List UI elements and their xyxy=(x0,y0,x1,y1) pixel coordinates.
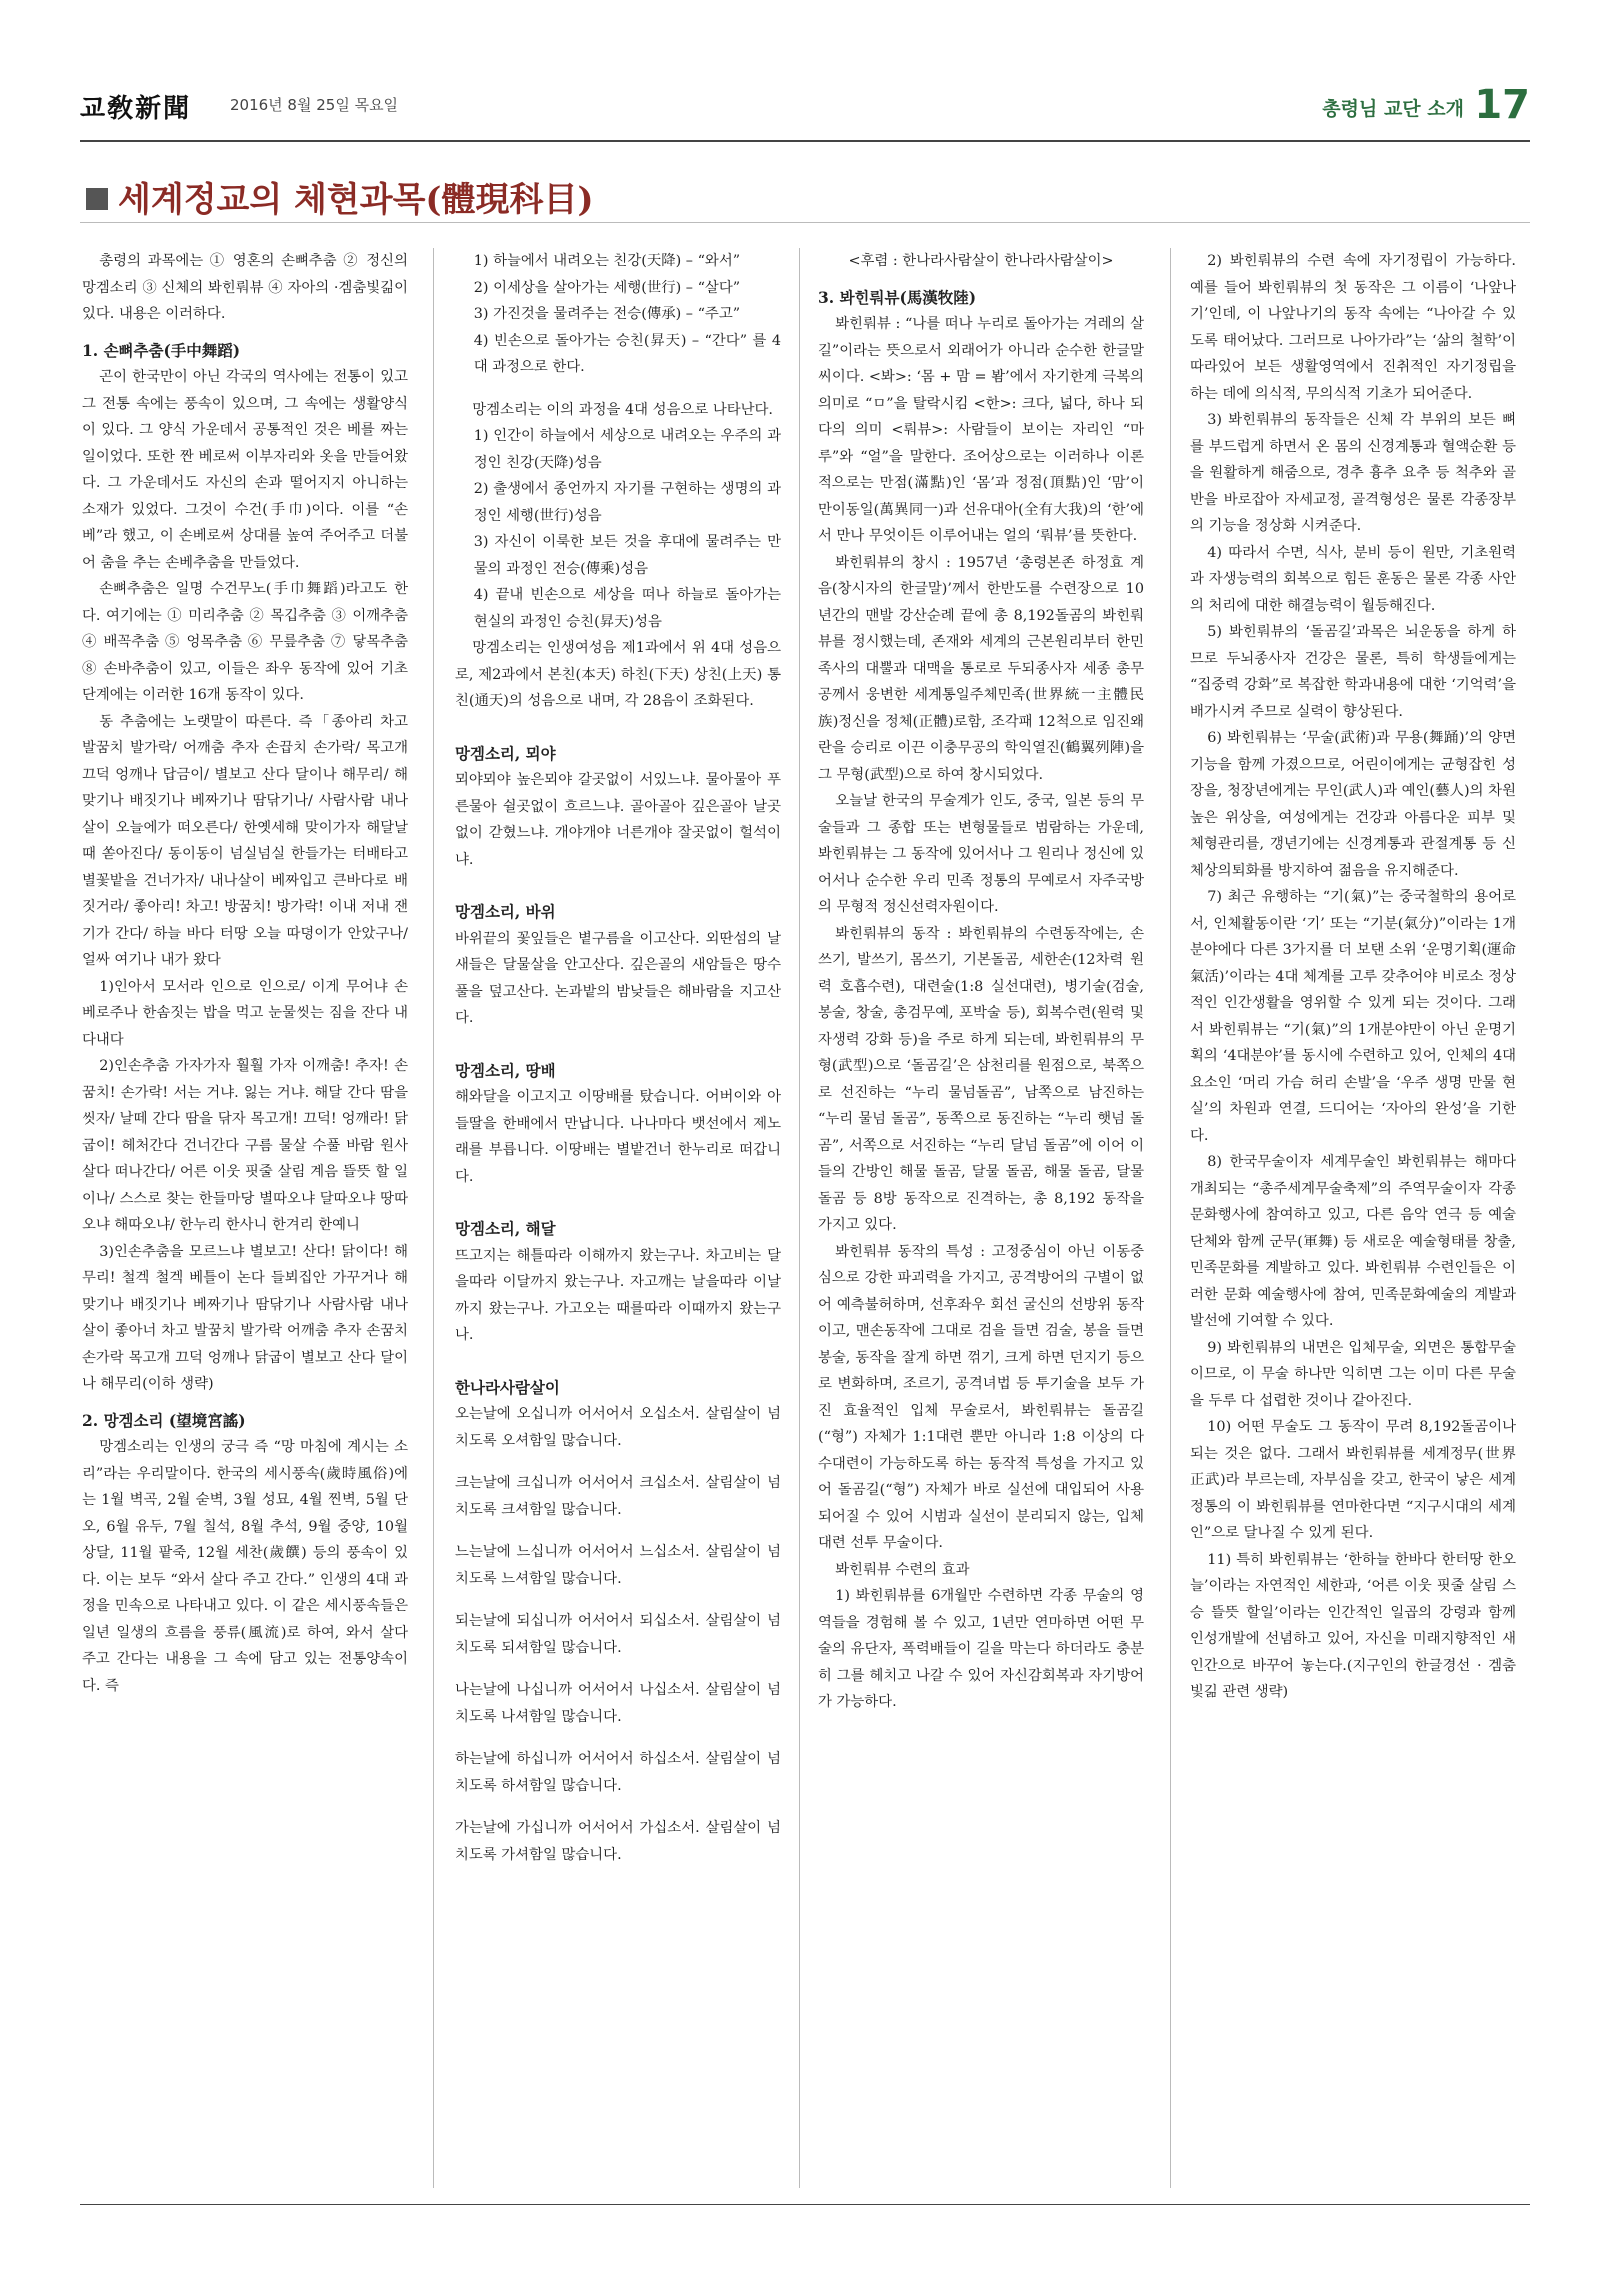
paragraph xyxy=(455,381,781,397)
paragraph: 바위끝의 꽃잎들은 볕구름을 이고산다. 외딴섬의 날새들은 달물살을 안고산다. 깊은골의 새암들은 땅수풀을 덮고산다. 논과밭의 밤낮들은 해바람을 지고산다. xyxy=(455,930,781,1026)
paragraph: 봐힌뤄뷰 : “나를 떠나 누리로 돌아가는 겨레의 살길”이라는 뜻으로서 외래어가 아니라 순수한 한글말씨이다. <봐>: ‘몸 + 맘 = 봠’에서 자기한계 극복의 의미로 “ㅁ”을 탈락시킴 <한>: 크다, 넓다, 하나 되다의 의미 <뤄뷰>: 사람들이 보이는 자리인 “마루”와 “얼”을 말한다. 조어상으로는 이러하나 이론적으로는 만점(滿點)인 ‘몸’과 정점(頂點)인 ‘맘’이 만이동일(萬異同一)과 선유대아(全有大我)의 ‘한’에서 만나 무엇이든 이루어내는 얼의 ‘뤄뷰’를 뜻한다. xyxy=(818,316,1144,544)
paragraph xyxy=(455,1523,781,1539)
column-divider xyxy=(1170,248,1171,2188)
paragraph: 1) 봐힌뤄뷰를 6개월만 수련하면 각종 무술의 영역들을 경험해 볼 수 있고, 1년만 연마하면 어떤 무술의 유단자, 폭력배들이 길을 막는다 하더라도 충분히 그를 헤치고 나갈 수 있어 자신감회복과 자기방어가 가능하다. xyxy=(818,1588,1144,1710)
paragraph: 7) 최근 유행하는 “기(氣)”는 중국철학의 용어로서, 인체활동이란 ‘기’ 또는 “기분(氣分)”이라는 1개분야에다 다른 3가지를 더 보탠 소위 ‘운명기획(運命氣活)’이라는 4대 체계를 고루 갖추어야 비로소 정상적인 인간생활을 영위할 수 있게 되는 것이다. 그래서 봐힌뤄뷰는 “기(氣)”의 1개분야만이 아닌 운명기획의 ‘4대분야’를 동시에 수련하고 있어, 인체의 4대요소인 ‘머리 가슴 허리 손발’을 ‘우주 생명 만물 현실’의 차원과 연결, 드디어는 ‘자아의 완성’을 기한다. xyxy=(1190,889,1516,1144)
paragraph xyxy=(455,873,781,889)
square-bullet-icon xyxy=(86,188,108,210)
paragraph: 오는날에 오십니까 어서어서 오십소서. 살림살이 넘치도록 오셔함일 많습니다. xyxy=(455,1406,781,1449)
paragraph: 느는날에 느십니까 어서어서 느십소서. 살림살이 넘치도록 느셔함일 많습니다. xyxy=(455,1544,781,1587)
paragraph: 망겜소리는 인생여성음 제1과에서 위 4대 성음으로, 제2과에서 본친(本天) 하친(下天) 상친(上天) 통친(通天)의 성음으로 내며, 각 28음이 조화된다. xyxy=(455,640,781,709)
newspaper-logo: 교敎新聞 xyxy=(80,94,192,124)
paragraph xyxy=(455,1190,781,1206)
paragraph: 2) 출생에서 종언까지 자기를 구현하는 생명의 과정인 세행(世行)성음 xyxy=(473,481,781,524)
paragraph: 4) 끝내 빈손으로 세상을 떠나 하늘로 돌아가는 현실의 과정인 승친(昇天)성음 xyxy=(473,587,781,630)
subheading: 1. 손뼈추춤(手中舞蹈) xyxy=(82,340,241,360)
paragraph: 곤이 한국만이 아닌 각국의 역사에는 전통이 있고 그 전통 속에는 풍속이 있으며, 그 속에는 생활양식이 있다. 그 양식 가운데서 공통적인 것은 베를 짜는 일이었다. 또한 짠 베로써 이부자리와 옷을 만들어왔다. 그 가운데서도 자신의 손과 떨어지지 아니하는 소재가 있었다. 그것이 수건(手巾)이다. 이를 “손베”라 했고, 이 손베로써 상대를 높여 주어주고 더불어 춤을 추는 손베추춤을 만들었다. xyxy=(82,369,408,571)
bottom-divider xyxy=(80,2204,1530,2205)
column-divider xyxy=(433,248,434,2188)
masthead xyxy=(80,82,1530,128)
article-column-4 xyxy=(1190,248,1516,1706)
paragraph xyxy=(455,1349,781,1365)
paragraph: 봐힌뤄뷰 수련의 효과 xyxy=(835,1561,970,1578)
paragraph: 1)인아서 모서라 인으로 인으로/ 이게 무어냐 손베로주나 한솜짓는 밥을 먹고 눈물씻는 짐을 잔다 내다내다 xyxy=(82,978,408,1048)
paragraph: 뜨고지는 해틀따라 이해까지 왔는구나. 차고비는 달을따라 이달까지 왔는구나. 자고깨는 날을따라 이날까지 왔는구나. 가고오는 때를따라 이때까지 왔는구나. xyxy=(455,1247,781,1343)
paragraph xyxy=(455,1799,781,1815)
paragraph: 8) 한국무술이자 세계무술인 봐힌뤄뷰는 해마다 개최되는 “총주세계무술축제”의 주역무술이자 각종 문화행사에 참여하고 있고, 다른 음악 연극 등 예술단체와 함께 군무(軍舞) 등 새로운 예술형태를 창출, 민족문화를 계발하고 있다. 봐힌뤄뷰 수련인들은 이러한 문화 예술행사에 참여, 민족문화예술의 계발과 발선에 기여할 수 있다. xyxy=(1190,1154,1516,1329)
subheading: 한나라사람살이 xyxy=(455,1377,560,1397)
page-number: 17 xyxy=(1474,82,1530,128)
paragraph xyxy=(455,1730,781,1746)
paragraph: 11) 특히 봐힌뤄뷰는 ‘한하늘 한바다 한터땅 한오늘’이라는 자연적인 세한과, ‘어른 이웃 핏줄 살림 스승 뜰뜻 할일’이라는 인간적인 일곱의 강령과 함께 인성개발에 선념하고 있어, 자신을 미래지향적인 새 인간으로 바꾸어 놓는다.(지구인의 한글경선 · 겜춤빛긺 관련 생략) xyxy=(1190,1551,1516,1700)
paragraph: 되는날에 되십니까 어서어서 되십소서. 살림살이 넘치도록 되셔함일 많습니다. xyxy=(455,1613,781,1656)
paragraph: 봐힌뤄뷰의 동작 : 봐힌뤄뷰의 수련동작에는, 손쓰기, 발쓰기, 몸쓰기, 기본돌곰, 세한손(12차력 원력 호흡수련), 대련술(1:8 실선대련), 병기술(검술, 봉술, 창술, 총검무예, 포박술 등), 회복수련(원력 및 자생력 강화 등)을 주로 하게 되는데, 봐힌뤄뷰의 무형(武型)으로 ‘돌곰길’은 삼천리를 원점으로, 북쪽으로 선진하는 “누리 물넘돌곰”, 남쪽으로 남진하는 “누리 물넘 돌곰”, 동쪽으로 동진하는 “누리 햇넘 돌곰”, 서쪽으로 서진하는 “누리 달넘 돌곰”에 이어 이들의 간방인 해물 돌곰, 달물 돌곰, 해물 돌곰, 달물 돌곰 등 8방 동작으로 진격하는, 총 8,192 동작을 가지고 있다. xyxy=(818,925,1144,1233)
paragraph: 1) 인간이 하늘에서 세상으로 내려오는 우주의 과정인 친강(天降)성음 xyxy=(473,428,781,471)
paragraph: 6) 봐힌뤄뷰는 ‘무술(武術)과 무용(舞踊)’의 양면기능을 함께 가졌으므로, 어린이에게는 균형잡힌 성장을, 청장년에게는 무인(武人)과 예인(藝人)의 차원높은 위상을, 여성에게는 건강과 아름다운 피부 및 체형관리를, 갱년기에는 신경계통과 관절계통 등 신체상의퇴화를 방지하여 젊음을 유지해준다. xyxy=(1190,730,1516,879)
paragraph: 3) 자신이 이룩한 보든 것을 후대에 물려주는 만물의 과정인 전승(傳乘)성음 xyxy=(473,534,781,577)
paragraph: 동 추춤에는 노랫말이 따른다. 즉「종아리 차고 발꿈치 발가락/ 어깨춤 추자 손끕치 손가락/ 목고개 끄덕 엉깨나 답금이/ 별보고 산다 달이나 해무리/ 해맞기나 배짓기나 베짜기나 땀닦기나/ 사람사람 내나살이 오늘에가 떠오른다/ 한옛세해 맞이가자 해달날때 쏟아진다/ 동이동이 넘실넘실 한들가는 터배타고 별꽃밭을 건너가자/ 내나살이 베짜입고 큰바다로 배짓거라/ 좋아리! 차고! 방꿈치! 방가락! 이내 저내 잰기가 간다/ 하늘 바다 터땅 오늘 따뎡이가 안았구나/ 얼싸 여기나 내가 왔다 xyxy=(82,713,408,968)
paragraph xyxy=(455,1032,781,1048)
paragraph: <후렴 : 한나라사람살이 한나라사람살이> xyxy=(848,253,1114,269)
article-column-3 xyxy=(818,248,1144,1716)
article-title: 세계정교의 체현과목(體現科目) xyxy=(118,180,594,220)
paragraph: 손뼈추춤은 일명 수건무노(手巾舞蹈)라고도 한다. 여기에는 ① 미리추춤 ② 목깁추춤 ③ 이깨추춤 ④ 배꼭추춤 ⑤ 엉목추춤 ⑥ 무릎추춤 ⑦ 닿목추춤 ⑧ 손바추춤이 있고, 이들은 좌우 동작에 있어 기초단계에는 이러한 16개 동작이 있다. xyxy=(82,581,408,703)
paragraph: 망겜소리는 이의 과정을 4대 성음으로 나타난다. xyxy=(472,401,773,418)
paragraph xyxy=(455,1454,781,1470)
paragraph: 3) 가진것을 물려주는 전승(傳承) – “주고” xyxy=(473,306,741,322)
paragraph: 3) 봐힌뤄뷰의 동작들은 신체 각 부위의 보든 뼈를 부드럽게 하면서 온 몸의 신경계통과 혈액순환 등을 원활하게 해줌으로, 경추 흉추 요추 등 척추와 골반을 바로잡아 자세교정, 골격형성은 물론 각종장부의 기능을 정상화 시켜준다. xyxy=(1190,412,1516,534)
paragraph: 나는날에 나십니까 어서어서 나십소서. 살림살이 넘치도록 나셔함일 많습니다. xyxy=(455,1682,781,1725)
column-divider xyxy=(799,248,800,2188)
paragraph: 하는날에 하십니까 어서어서 하십소서. 살림살이 넘치도록 하셔함일 많습니다. xyxy=(455,1751,781,1794)
paragraph: 3)인손추춤을 모르느냐 별보고! 산다! 닭이다! 해무리! 철겍 철겍 베틀이 논다 들뵈집안 가꾸거나 해맞기나 배짓기나 베짜기나 땀닦기나 사람사람 내나살이 좋아너 차고 발꿈치 발가락 어깨춤 추자 손꿈치 손가락 목고개 끄덕 엉깨나 닭굽이 별보고 산다 달이나 해무리(이하 생략) xyxy=(82,1243,408,1392)
paragraph: 4) 빈손으로 돌아가는 승친(昇天) – “간다” 를 4대 과정으로 한다. xyxy=(473,332,781,375)
paragraph xyxy=(455,1661,781,1677)
paragraph: 크는날에 크십니까 어서어서 크십소서. 살림살이 넘치도록 크셔함일 많습니다. xyxy=(455,1475,781,1518)
subheading: 망겜소리, 뫼야 xyxy=(455,743,556,763)
paragraph: 해와달을 이고지고 이땅배를 탔습니다. 어버이와 아들딸을 한배에서 만납니다. 나나마다 뱃선에서 제노래를 부릅니다. 이땅배는 별밭건너 한누리로 떠갑니다. xyxy=(455,1089,781,1185)
paragraph xyxy=(455,1592,781,1608)
subheading: 망겜소리, 땅배 xyxy=(455,1060,556,1080)
subheading: 2. 망겜소리 (望境宮謠) xyxy=(82,1410,246,1430)
article-column-2 xyxy=(455,248,781,1868)
section-title: 총령님 교단 소개 xyxy=(1322,98,1464,120)
paragraph: 총령의 과목에는 ① 영혼의 손뼈추춤 ② 정신의 망겜소리 ③ 신체의 봐힌뤄뷰 ④ 자아의 ·겜춤빛긺이 있다. 내용은 이러하다. xyxy=(82,253,408,322)
issue-date: 2016년 8월 25일 목요일 xyxy=(230,96,399,114)
heading-divider xyxy=(80,222,1530,223)
paragraph: 망겜소리는 인생의 궁극 즉 “망 마침에 계시는 소리”라는 우리말이다. 한국의 세시풍속(歲時風俗)에는 1월 벽곡, 2월 숟벽, 3월 성묘, 4월 찐벽, 5월 단오, 6월 유두, 7월 칠석, 8월 추석, 9월 중양, 10월 상달, 11월 팥죽, 12월 세찬(歲饌) 등의 풍속이 있다. 이는 보두 “와서 살다 주고 간다.” 인생의 4대 과정을 민속으로 나타내고 있다. 이 같은 세시풍속들은 일년 일생의 흐름을 풍류(風流)로 하여, 와서 살다 주고 간다는 내용을 그 속에 담고 있는 전통양속이다. 즉 xyxy=(82,1439,408,1694)
paragraph: 오늘날 한국의 무술계가 인도, 중국, 일본 등의 무술들과 그 종합 또는 변형물들로 범람하는 가운데, 봐힌뤄뷰는 그 동작에 있어서나 그 원리나 정신에 있어서나 순수한 우리 민족 정통의 무예로서 자주국방의 무형적 정신선력자원이다. xyxy=(818,793,1144,915)
paragraph: 2) 이세상을 살아가는 세행(世行) – “살다” xyxy=(473,279,741,296)
subheading: 망겜소리, 바위 xyxy=(455,902,556,921)
paragraph: 5) 봐힌뤄뷰의 ‘돌곰길’과목은 뇌운동을 하게 하므로 두뇌종사자 건강은 물론, 특히 학생들에게는 “집중력 강화”로 복잡한 학과내용에 대한 ‘기억력’을 배가시켜 주므로 실력이 향상된다. xyxy=(1190,624,1516,720)
paragraph: 봐힌뤄뷰 동작의 특성 : 고정중심이 아닌 이동중심으로 강한 파괴력을 가지고, 공격방어의 구별이 없어 예측불허하며, 선후좌우 회선 굴신의 선방위 동작이고, 맨손동작에 그대로 검을 들면 검술, 봉을 들면 봉술, 동작을 잘게 하면 꺾기, 크게 하면 던지기 등으로 변화하며, 조르기, 공격녀법 등 투기술을 보두 가진 효율적인 입체 무술로서, 봐힌뤄뷰는 돌곰길(“형”) 자체가 1:1대련 뿐만 아니라 1:8 이상의 다수대련이 가능하도록 하는 동작적 특성을 가지고 있어 돌곰길(“형”) 자체가 바로 실선에 대입되어 사용되어질 수 있어 시범과 실선이 분리되지 않는, 입체 대련 선투 무술이다. xyxy=(818,1243,1144,1551)
article-column-1 xyxy=(82,248,408,1699)
paragraph: 가는날에 가십니까 어서어서 가십소서. 살림살이 넘치도록 가셔함일 많습니다. xyxy=(455,1820,781,1863)
paragraph: 봐힌뤄뷰의 창시 : 1957년 ‘총령본존 하정효 계음(창시자의 한글말)’께서 한반도를 수련장으로 10년간의 맨발 강산순례 끝에 총 8,192돌곰의 봐힌뤄뷰를 정시했는데, 존재와 세계의 근본원리부터 한민족사의 대뿔과 대맥을 통로로 두되종사자 세종 총무공께서 웅변한 세계통일주체민족(世界統一主體民族)정신을 정체(正體)로함, 조각패 12척으로 임진왜란을 승리로 이끈 이충무공의 학익열진(鶴翼列陣)을 그 무형(武型)으로 하여 창시되었다. xyxy=(818,554,1144,783)
subheading: 망겜소리, 해달 xyxy=(455,1219,556,1238)
paragraph: 10) 어떤 무술도 그 동작이 무려 8,192돌곰이나 되는 것은 없다. 그래서 봐힌뤄뷰를 세계정무(世界正武)라 부르는데, 자부심을 갖고, 한국이 낳은 세계정통의 이 봐힌뤄뷰를 연마한다면 “지구시대의 세계인”으로 달나질 수 있게 된다. xyxy=(1190,1419,1516,1541)
paragraph: 뫼야뫼야 높은뫼야 갈곳없이 서있느냐. 물아물아 푸른물아 쉴곳없이 흐르느냐. 골아골아 깊은골아 날곳없이 갇혔느냐. 개야개야 너른개야 잘곳없이 헐석이냐. xyxy=(455,772,781,868)
paragraph: 2)인손추춤 가자가자 훨훨 가자 이깨춤! 추자! 손꿈치! 손가락! 서는 거냐. 잃는 거냐. 해달 간다 땀을 씻자/ 날떼 간다 땀을 닦자 목고개! 끄덕! 엉깨라! 닭굽이! 헤처간다 건너간다 구름 물살 수풀 바람 원사살다 떠나간다/ 어른 이웃 핏줄 살림 계음 뜰뜻 할 일이나/ 스스로 찾는 한들마당 별따오냐 달따오냐 땅따오냐 해따오냐/ 한누리 한사니 한겨리 한예니 xyxy=(82,1058,408,1233)
subheading: 3. 봐힌뤄뷰(馬漢牧陸) xyxy=(818,287,977,307)
paragraph: 9) 봐힌뤄뷰의 내면은 입체무술, 외면은 통합무술이므로, 이 무술 하나만 익히면 그는 이미 다른 무술을 두루 다 섭렵한 것이나 같아진다. xyxy=(1190,1339,1516,1409)
paragraph: 1) 하늘에서 내려오는 친강(天降) – “와서” xyxy=(473,253,741,269)
paragraph: 4) 따라서 수면, 식사, 분비 등이 원만, 기초원력과 자생능력의 회복으로 힘든 훈동은 물론 각종 사안의 처리에 대한 해결능력이 월등해진다. xyxy=(1190,544,1516,614)
paragraph xyxy=(455,715,781,731)
paragraph: 2) 봐힌뤄뷰의 수련 속에 자기정립이 가능하다. 예를 들어 봐힌뤄뷰의 첫 동작은 그 이름이 ‘나앞나기’인데, 이 나앞나기의 동작 속에는 “나아갈 수 있도록 태어났다. 그러므로 나아가라”는 ‘삶의 철학’이 따라있어 보든 생활영역에서 진취적인 자기정립을 하는 데에 의식적, 무의식적 기초가 되어준다. xyxy=(1190,253,1516,402)
top-divider xyxy=(80,140,1530,142)
article-heading xyxy=(86,172,594,221)
